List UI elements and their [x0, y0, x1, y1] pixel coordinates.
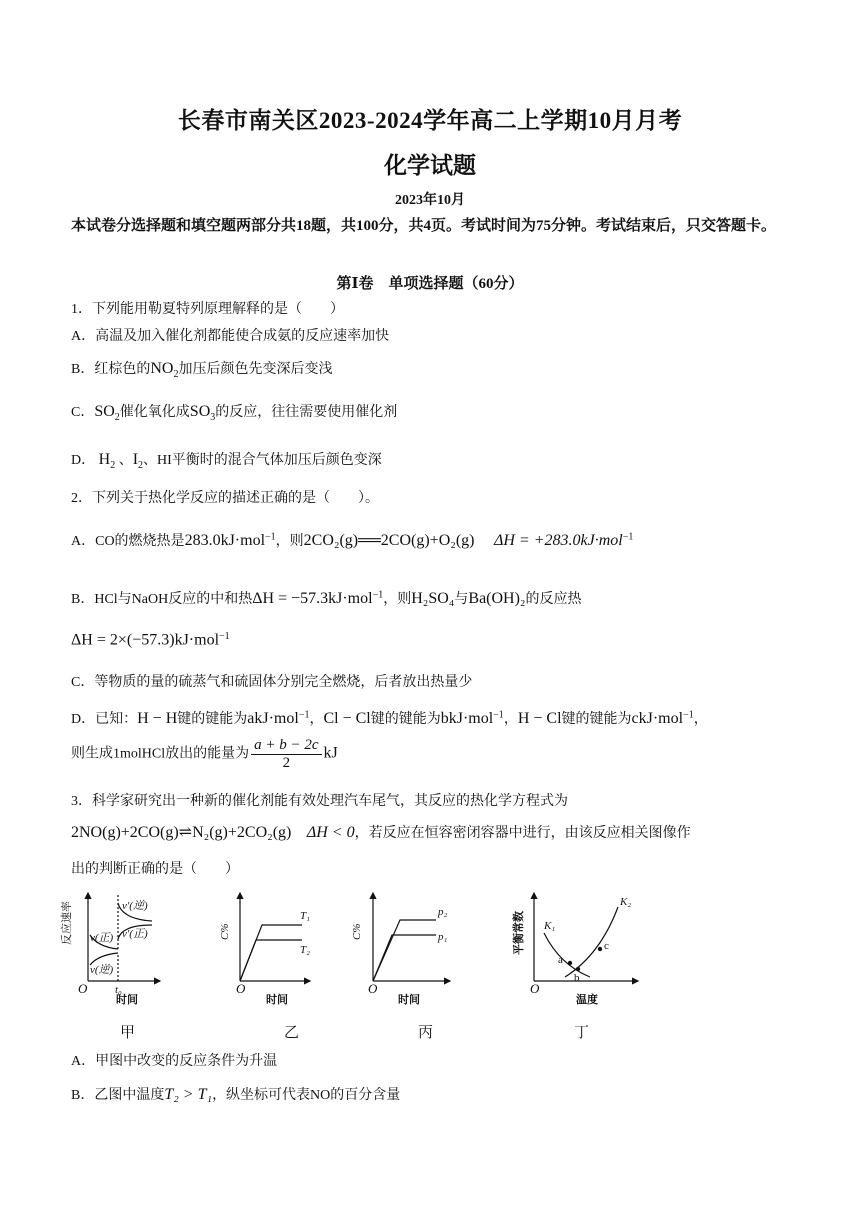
jia-v-fwd: v(正)	[90, 932, 114, 944]
q2-d-numerator: a + b − 2c	[251, 737, 321, 755]
q2-b-exp: −1	[372, 589, 384, 601]
q2-option-a	[71, 530, 633, 550]
q2-d-text1: 键的键能为	[177, 712, 248, 727]
q2-d-line2-text: 则生成1molHCl放出的能量为	[71, 746, 250, 762]
q1-c-formula1: SO	[94, 403, 115, 420]
q1-c-formula2: SO	[189, 403, 211, 420]
bing-p1: p₁	[438, 931, 448, 943]
q2-d-hcl: H − Cl	[517, 710, 562, 727]
q2-option-b-line2	[71, 631, 230, 650]
q1-d-sep: 、	[118, 453, 133, 468]
q1-d-i: I	[132, 451, 139, 468]
jia-origin: O	[78, 981, 88, 996]
q2-b-suffix: 的反应热	[525, 592, 582, 607]
q2-b-prefix: B．HCl与NaOH反应的中和热	[71, 592, 253, 607]
q3-option-a: A．甲图中改变的反应条件为升温	[71, 1054, 278, 1069]
q2-d-clcl: Cl − Cl	[323, 710, 371, 727]
q2-a-dh-exp: −1	[622, 531, 634, 543]
q3-stem-line3: 出的判断正确的是（ ）	[71, 862, 239, 877]
bing-origin: O	[368, 981, 378, 996]
caption-jia: 甲	[120, 1023, 136, 1041]
q1-c-middle: 催化氧化成	[119, 405, 190, 420]
q2-d-text2: 键的键能为	[370, 712, 441, 727]
exam-subtitle: 化学试题	[384, 153, 476, 178]
q1-b-formula: NO	[150, 360, 174, 377]
q1-option-c	[71, 401, 397, 423]
q1-b-prefix: B．红棕色的	[71, 362, 151, 377]
ding-K1: K₁	[544, 920, 556, 932]
q2-option-d: D．已知：H − H键的键能为akJ·mol$^{-1}$，Cl − Cl键的键能为bkJ·mol$^{-1}$，H − Cl键的键能为ckJ·mol$^{-1}$，	[71, 709, 708, 727]
ding-point-b: b	[574, 972, 580, 984]
yi-y-label: C%	[219, 923, 231, 940]
ding-K2: K₂	[620, 896, 632, 908]
q1-stem: 1．下列能用勒夏特列原理解释的是（ ）	[71, 302, 344, 317]
jia-t0: t₀	[115, 984, 122, 996]
q1-d-hsub: 2	[110, 459, 116, 471]
bing-x-label: 时间	[398, 994, 420, 1005]
q2-a-value: 283.0kJ·mol	[184, 532, 266, 549]
q2-d-text3: 键的键能为	[561, 712, 632, 727]
q3-option-b	[71, 1084, 400, 1104]
caption-yi: 乙	[284, 1023, 300, 1041]
q2-a-then: ，则	[275, 534, 304, 549]
q2-d-fraction	[251, 737, 321, 772]
q2-option-d-line2	[71, 737, 338, 772]
exam-date: 2023年10月	[395, 193, 465, 208]
section-heading: 第Ⅰ卷 单项选择题（60分）	[336, 276, 524, 292]
q3-b-prefix: B．乙图中温度	[71, 1088, 165, 1103]
caption-bing: 丙	[418, 1023, 434, 1041]
ding-origin: O	[530, 981, 540, 996]
jia-v-fwd-prime: v′(正)	[122, 928, 148, 940]
q2-d-a: akJ·mol	[247, 710, 299, 727]
q2-d-exp2: −1	[493, 709, 504, 721]
jia-v-rev-prime: v′(逆)	[122, 900, 148, 912]
q1-option-a: A．高温及加入催化剂都能使合成氨的反应速率加快	[71, 329, 390, 344]
yi-x-label: 时间	[266, 994, 288, 1005]
yi-T2: T₂	[300, 944, 310, 956]
q1-c-prefix: C．	[71, 405, 95, 420]
ding-y-label: 平衡常数	[513, 911, 525, 955]
q1-b-suffix: 加压后颜色先变深后变浅	[178, 362, 333, 377]
ding-point-c: c	[604, 940, 609, 952]
q2-a-equation: 2CO₂(g)══2CO(g)+O₂(g)	[303, 532, 475, 549]
q1-b-subscript: 2	[173, 368, 179, 380]
q2-a-enthalpy: ΔH = +283.0kJ·mol	[493, 532, 623, 549]
q1-option-d	[71, 449, 382, 471]
q2-d-denominator: 2	[282, 755, 291, 771]
jia-x-label: 时间	[116, 994, 138, 1005]
yi-origin: O	[236, 981, 246, 996]
q3-equation-suffix: ，若反应在恒容密闭容器中进行，由该反应相关图像作	[354, 826, 691, 841]
q2-d-prefix: D．已知：	[71, 712, 138, 727]
q3-enthalpy: ΔH < 0	[306, 824, 355, 841]
q3-stem: 3．科学家研究出一种新的催化剂能有效处理汽车尾气，其反应的热化学方程式为	[71, 794, 568, 809]
q3-b-suffix: ，纵坐标可代表NO的百分含量	[212, 1088, 401, 1103]
q3-graphs	[60, 885, 660, 1005]
q2-b-base: Ba(OH)₂	[468, 590, 526, 607]
q2-d-unit: kJ	[323, 744, 338, 762]
q2-option-c: C．等物质的量的硫蒸气和硫固体分别完全燃烧，后者放出热量少	[71, 675, 473, 690]
exam-instructions: 本试卷分选择题和填空题两部分共18题，共100分，共4页。考试时间为75分钟。考试结束后，只交答题卡。	[71, 218, 777, 234]
jia-y-label: 反应速率	[61, 901, 73, 945]
q2-d-hh: H − H	[137, 710, 178, 727]
q3-equation: 2NO(g)+2CO(g)⇌N₂(g)+2CO₂(g)	[71, 824, 292, 841]
graph-yi	[240, 893, 310, 981]
q2-b-acid: H₂SO₄	[411, 590, 455, 607]
q1-c-suffix: 的反应，往往需要使用催化剂	[215, 405, 398, 420]
q3-equation-line	[71, 822, 691, 842]
q2-b-heat-exp: −1	[219, 631, 230, 642]
q1-c-sub1: 2	[114, 411, 120, 423]
q2-b-and: 与	[454, 592, 469, 607]
q2-stem: 2．下列关于热化学反应的描述正确的是（ ）。	[71, 491, 379, 506]
q2-b-enthalpy: ΔH = −57.3kJ·mol	[252, 590, 373, 607]
q1-d-prefix: D．	[71, 453, 96, 468]
q2-d-exp1: −1	[298, 709, 310, 721]
q2-d-exp3: −1	[683, 709, 694, 721]
q2-a-exp: −1	[265, 531, 276, 543]
q2-d-c: ckJ·mol	[631, 710, 684, 727]
q1-option-b	[71, 358, 332, 380]
bing-y-label: C%	[351, 923, 363, 940]
q1-d-h: H	[98, 451, 111, 468]
q1-d-isub: 2	[138, 459, 144, 471]
q1-c-sub2: 3	[210, 411, 216, 423]
jia-v-rev: v(逆)	[90, 964, 114, 976]
q2-d-b: bkJ·mol	[440, 710, 494, 727]
exam-title: 长春市南关区2023-2024学年高二上学期10月月考	[177, 108, 683, 133]
q2-option-b	[71, 588, 582, 608]
caption-ding: 丁	[574, 1023, 590, 1041]
q2-b-then: ，则	[383, 592, 412, 607]
bing-p2: p₂	[438, 906, 448, 918]
ding-point-a: a	[558, 954, 563, 966]
q1-d-suffix: 、HI平衡时的混合气体加压后颜色变深	[143, 453, 382, 468]
q3-b-inequality: T₂ > T₁	[164, 1086, 213, 1103]
yi-T1: T₁	[300, 910, 310, 922]
q2-a-prefix: A．CO的燃烧热是	[71, 534, 185, 549]
ding-x-label: 温度	[576, 994, 598, 1005]
q2-b-heat: ΔH = 2×(−57.3)kJ·mol	[71, 631, 220, 649]
